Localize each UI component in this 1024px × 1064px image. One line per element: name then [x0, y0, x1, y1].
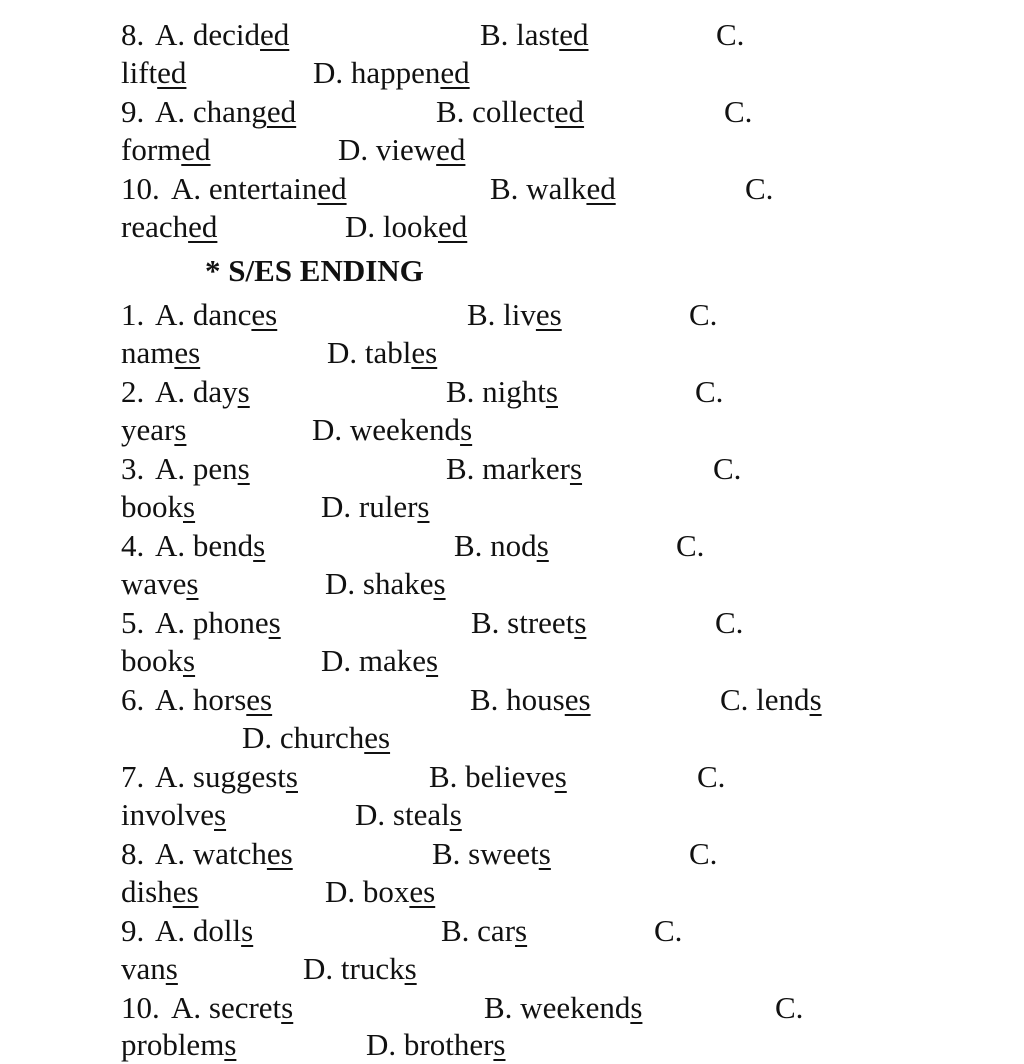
- option-a: A. bends: [155, 528, 266, 563]
- ses-question-10-line2: [0, 1026, 1024, 1064]
- option-c-label: C.: [676, 528, 705, 563]
- question-number: 10.: [121, 990, 160, 1025]
- option-d: D. steals: [355, 797, 462, 832]
- ses-question-3-line2: [0, 488, 1024, 526]
- option-d: D. brothers: [366, 1027, 506, 1062]
- ses-question-1-line1: [0, 296, 1024, 334]
- option-b: B. nights: [446, 374, 558, 409]
- option-d: D. shakes: [325, 566, 446, 601]
- option-b: B. houses: [470, 682, 591, 717]
- option-c: C. lends: [720, 682, 822, 717]
- ed-question-8-line1: [0, 16, 1024, 54]
- ses-question-8-line1: [0, 835, 1024, 873]
- option-d: D. looked: [345, 209, 468, 244]
- question-number: 1.: [121, 297, 145, 332]
- ses-question-4-line2: [0, 565, 1024, 603]
- ses-question-6-line1: [0, 681, 1024, 719]
- option-a: A. dolls: [155, 913, 254, 948]
- option-a: A. entertained: [171, 171, 347, 206]
- option-c: reached: [121, 209, 218, 244]
- option-d: D. churches: [242, 720, 391, 755]
- option-a: A. horses: [155, 682, 273, 717]
- option-c: years: [121, 412, 187, 447]
- question-number: 7.: [121, 759, 145, 794]
- section-heading: * S/ES ENDING: [205, 253, 424, 288]
- option-c-label: C.: [713, 451, 742, 486]
- option-d: D. tables: [327, 335, 438, 370]
- option-b: B. cars: [441, 913, 528, 948]
- option-c: books: [121, 489, 196, 524]
- ses-question-9-line1: [0, 912, 1024, 950]
- ses-question-5-line2: [0, 642, 1024, 680]
- option-c: books: [121, 643, 196, 678]
- question-number: 2.: [121, 374, 145, 409]
- option-b: B. lasted: [480, 17, 589, 52]
- option-d: D. boxes: [325, 874, 436, 909]
- option-d: D. makes: [321, 643, 439, 678]
- option-c-label: C.: [695, 374, 724, 409]
- option-c: problems: [121, 1027, 237, 1062]
- option-c-label: C.: [697, 759, 726, 794]
- option-c: formed: [121, 132, 211, 167]
- option-b: B. streets: [471, 605, 587, 640]
- option-a: A. dances: [155, 297, 278, 332]
- question-number: 9.: [121, 94, 145, 129]
- option-d: D. rulers: [321, 489, 430, 524]
- question-number: 8.: [121, 836, 145, 871]
- option-b: B. believes: [429, 759, 567, 794]
- option-c: waves: [121, 566, 199, 601]
- option-a: A. phones: [155, 605, 281, 640]
- option-a: A. secrets: [171, 990, 294, 1025]
- option-c-label: C.: [689, 297, 718, 332]
- option-b: B. nods: [454, 528, 549, 563]
- option-c-label: C.: [715, 605, 744, 640]
- ed-question-9-line1: [0, 93, 1024, 131]
- question-number: 8.: [121, 17, 145, 52]
- question-number: 9.: [121, 913, 145, 948]
- ed-question-10-line1: [0, 170, 1024, 208]
- option-c: names: [121, 335, 201, 370]
- ses-question-9-line2: [0, 950, 1024, 988]
- ses-question-4-line1: [0, 527, 1024, 565]
- question-number: 6.: [121, 682, 145, 717]
- option-c-label: C.: [716, 17, 745, 52]
- option-b: B. collected: [436, 94, 585, 129]
- ses-question-5-line1: [0, 604, 1024, 642]
- ses-question-2-line2: [0, 411, 1024, 449]
- option-c-label: C.: [654, 913, 683, 948]
- ed-question-9-line2: [0, 131, 1024, 169]
- option-c-label: C.: [689, 836, 718, 871]
- option-a: A. suggests: [155, 759, 298, 794]
- option-c: involves: [121, 797, 227, 832]
- option-a: A. days: [155, 374, 250, 409]
- ses-question-8-line2: [0, 873, 1024, 911]
- ses-question-1-line2: [0, 334, 1024, 372]
- option-d: D. happened: [313, 55, 470, 90]
- option-d: D. weekends: [312, 412, 473, 447]
- option-c: dishes: [121, 874, 199, 909]
- option-b: B. lives: [467, 297, 562, 332]
- question-number: 5.: [121, 605, 145, 640]
- option-c: lifted: [121, 55, 187, 90]
- option-a: A. changed: [155, 94, 297, 129]
- option-c-label: C.: [745, 171, 774, 206]
- ses-question-10-line1: [0, 989, 1024, 1027]
- option-a: A. pens: [155, 451, 250, 486]
- question-number: 3.: [121, 451, 145, 486]
- option-d: D. trucks: [303, 951, 417, 986]
- option-a: A. watches: [155, 836, 293, 871]
- option-b: B. sweets: [432, 836, 551, 871]
- option-b: B. weekends: [484, 990, 643, 1025]
- ses-question-2-line1: [0, 373, 1024, 411]
- ses-question-6-line2: [0, 719, 1024, 757]
- ses-question-7-line1: [0, 758, 1024, 796]
- ses-question-7-line2: [0, 796, 1024, 834]
- ses-question-3-line1: [0, 450, 1024, 488]
- section-heading-row: [0, 252, 1024, 290]
- question-number: 10.: [121, 171, 160, 206]
- option-d: D. viewed: [338, 132, 466, 167]
- question-number: 4.: [121, 528, 145, 563]
- option-c: vans: [121, 951, 178, 986]
- option-a: A. decided: [155, 17, 290, 52]
- option-c-label: C.: [775, 990, 804, 1025]
- ed-question-10-line2: [0, 208, 1024, 246]
- option-b: B. walked: [490, 171, 616, 206]
- option-b: B. markers: [446, 451, 583, 486]
- ed-question-8-line2: [0, 54, 1024, 92]
- option-c-label: C.: [724, 94, 753, 129]
